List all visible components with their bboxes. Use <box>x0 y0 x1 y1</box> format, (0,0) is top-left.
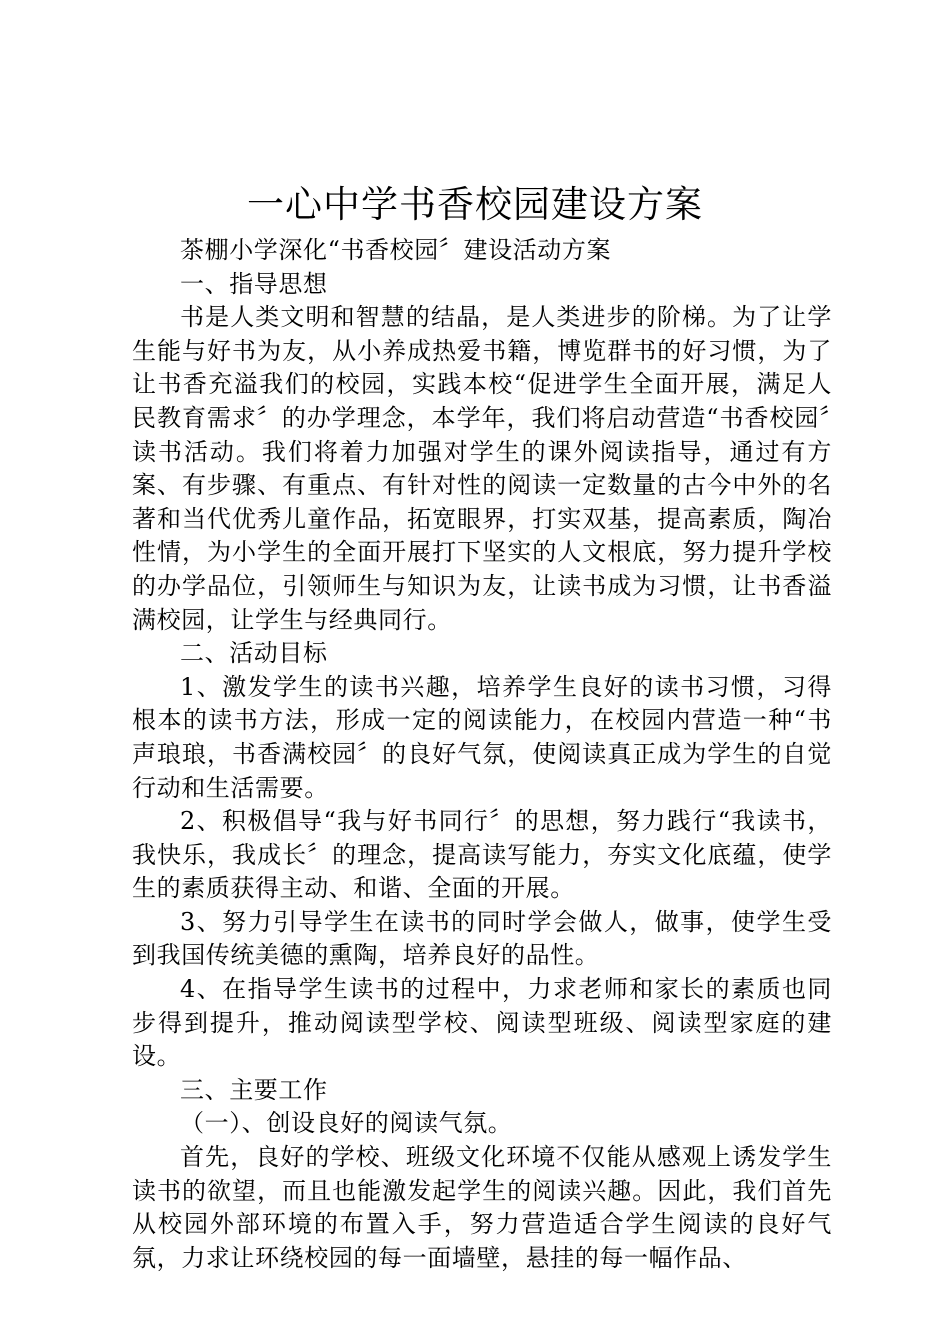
document-body <box>132 234 832 1275</box>
document-title: 一心中学书香校园建设方案 <box>247 183 703 226</box>
section-heading-guiding-ideology: 一、指导思想 <box>180 269 328 298</box>
paragraph-goal-2: 2、积极倡导“我与好书同行〞的思想，努力践行“我读书，我快乐，我成长〞的理念，提高读写能力，夯实文化底蕴，使学生的素质获得主动、和谐、全面的开展。 <box>132 807 832 903</box>
section-heading-activity-goals: 二、活动目标 <box>180 639 328 668</box>
section-heading-main-work: 三、主要工作 <box>180 1075 328 1104</box>
paragraph-reading-atmosphere: 首先，良好的学校、班级文化环境不仅能从感观上诱发学生读书的欲望，而且也能激发起学生的阅读兴趣。因此，我们首先从校园外部环境的布置入手，努力营造适合学生阅读的良好气氛，力求让环绕校园的每一面墙壁，悬挂的每一幅作品、 <box>132 1143 832 1272</box>
paragraph-goal-1: 1、激发学生的读书兴趣，培养学生良好的读书习惯，习得根本的读书方法，形成一定的阅读能力，在校园内营造一种“书声琅琅，书香满校园〞的良好气氛，使阅读真正成为学生的自觉行动和生活需要。 <box>132 672 832 802</box>
subtitle-line: 茶棚小学深化“书香校园〞建设活动方案 <box>180 236 612 264</box>
paragraph-goal-4: 4、在指导学生读书的过程中，力求老师和家长的素质也同步得到提升，推动阅读型学校、阅读型班级、阅读型家庭的建设。 <box>132 975 832 1071</box>
subsection-heading-reading-atmosphere: （一）、创设良好的阅读气氛。 <box>180 1109 513 1138</box>
paragraph-goal-3: 3、努力引导学生在读书的同时学会做人，做事，使学生受到我国传统美德的熏陶，培养良好的品性。 <box>132 907 832 970</box>
paragraph-guiding-ideology: 书是人类文明和智慧的结晶，是人类进步的阶梯。为了让学生能与好书为友，从小养成热爱书籍，博览群书的好习惯，为了让书香充溢我们的校园，实践本校“促进学生全面开展，满足人民教育需求〞的办学理念，本学年，我们将启动营造“书香校园〞读书活动。我们将着力加强对学生的课外阅读指导，通过有方案、有步骤、有重点、有针对性的阅读一定数量的古今中外的名著和当代优秀儿童作品，拓宽眼界，打实双基，提高素质，陶冶性情，为小学生的全面开展打下坚实的人文根底，努力提升学校的办学品位，引领师生与知识为友，让读书成为习惯，让书香溢满校园，让学生与经典同行。 <box>132 303 832 634</box>
